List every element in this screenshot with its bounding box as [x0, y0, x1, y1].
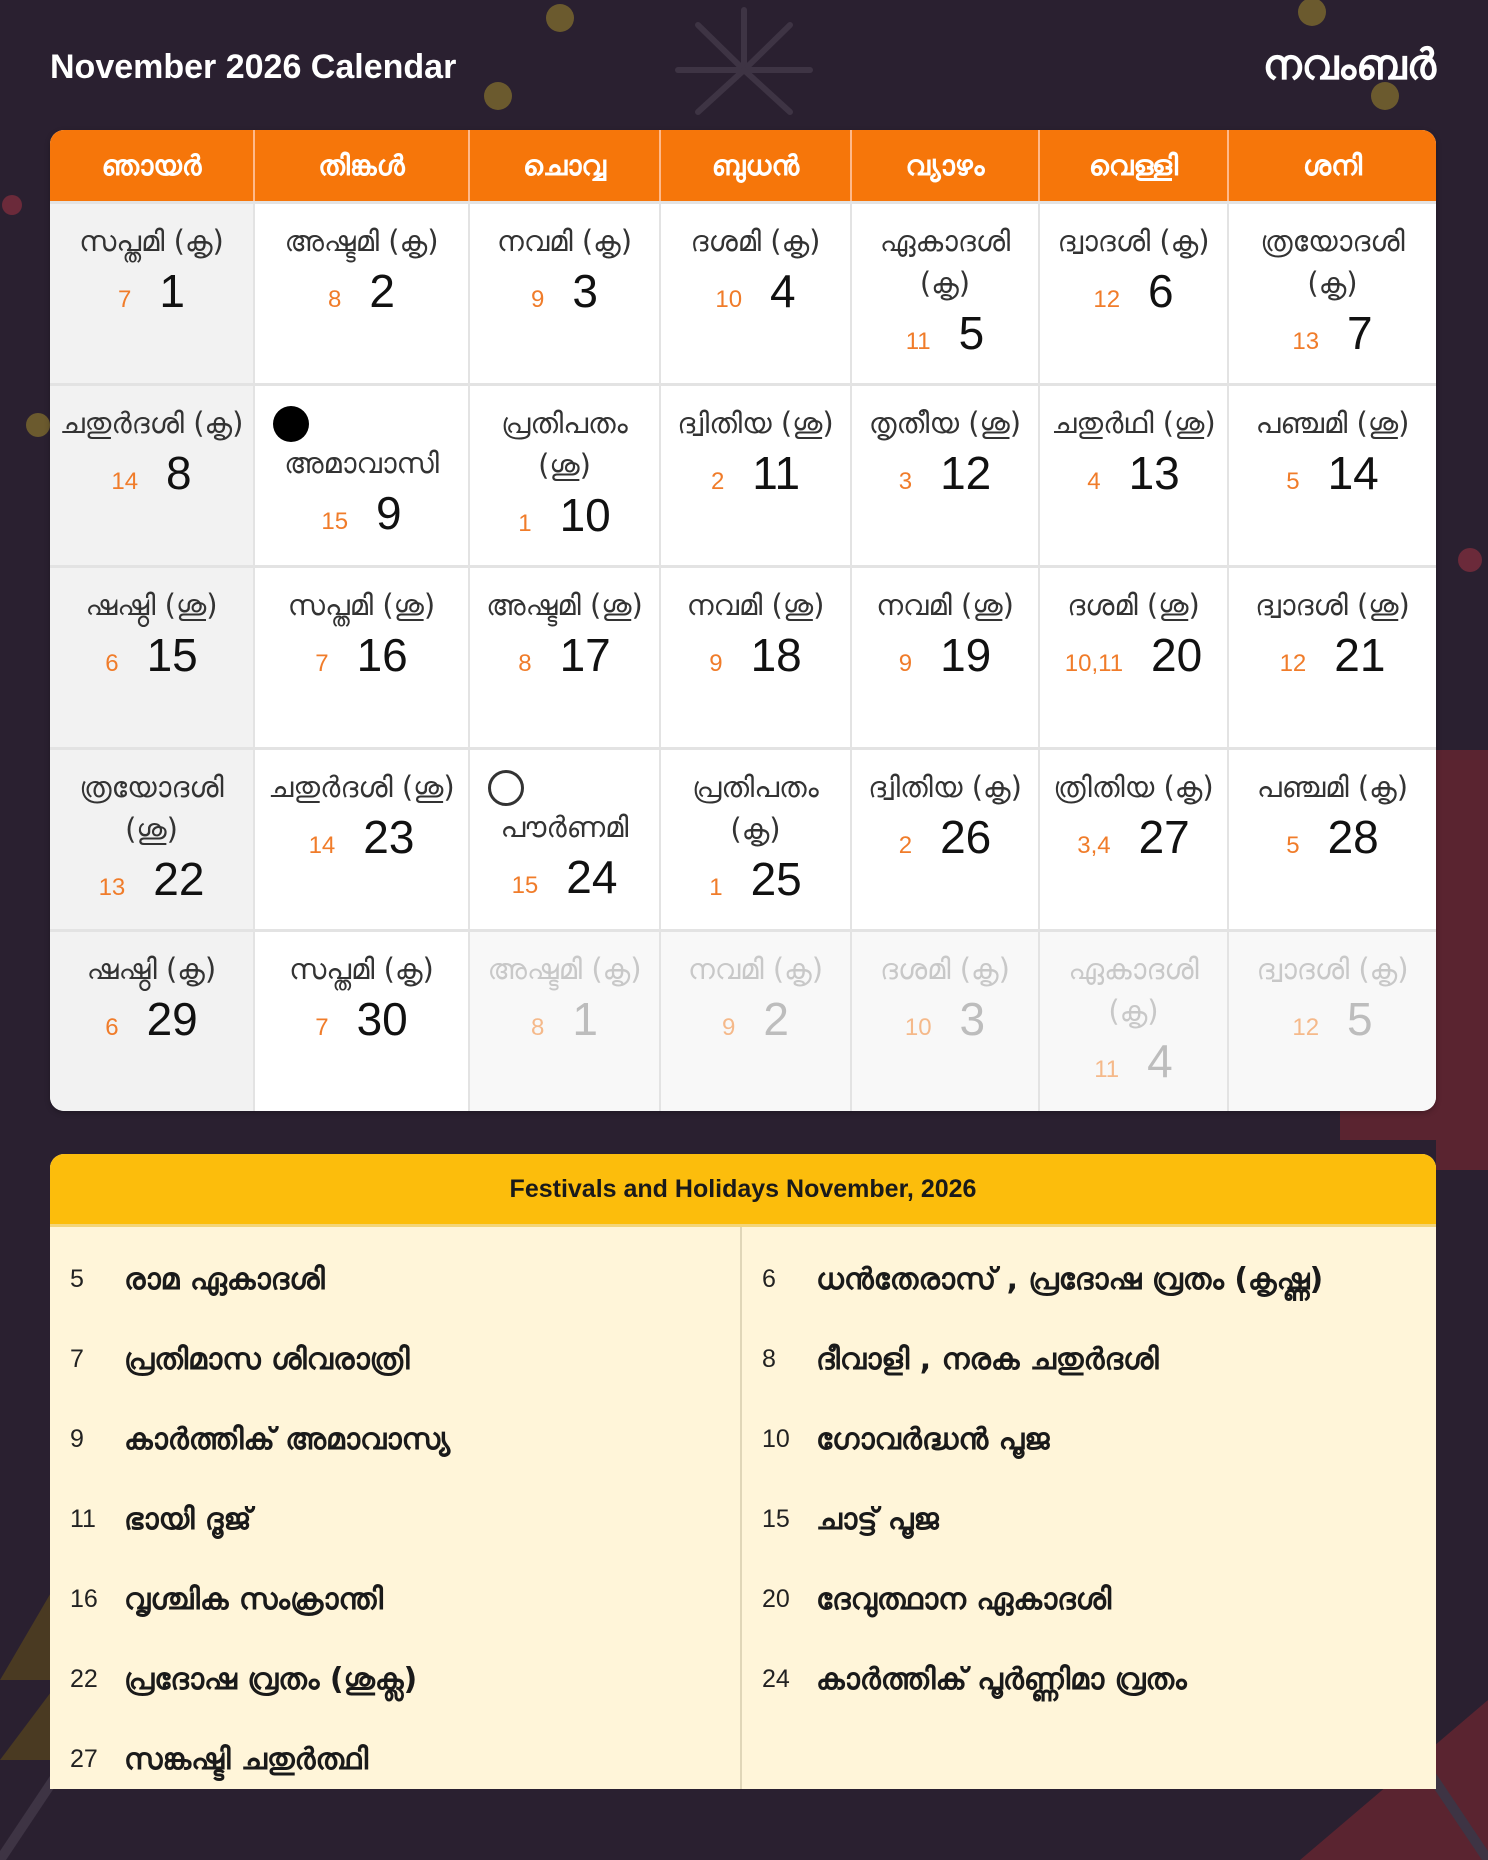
tithi-label: പഞ്ചമി (കൃ)	[1256, 770, 1409, 804]
tithi-label: ദ്വിതിയ (കൃ)	[868, 770, 1022, 804]
day-cell[interactable]	[661, 747, 852, 929]
tithi-label: ദശമി (കൃ)	[880, 952, 1010, 986]
day-numbers	[309, 810, 415, 864]
day-cell[interactable]	[1040, 747, 1229, 929]
festival-day: 5	[70, 1264, 84, 1293]
day-cell[interactable]	[50, 565, 255, 747]
weekday-header	[50, 130, 1436, 201]
lunar-day-number: 9	[722, 1014, 736, 1041]
festivals-title: Festivals and Holidays November, 2026	[50, 1154, 1436, 1227]
tithi-label: ദ്വാദശി (കൃ)	[1256, 952, 1409, 986]
day-number: 11	[752, 447, 801, 499]
tithi-label: നവമി (ശു)	[876, 588, 1014, 622]
day-numbers	[905, 992, 985, 1046]
festivals-panel	[50, 1154, 1436, 1789]
tithi-label: നവമി (ശു)	[686, 588, 825, 622]
day-number: 12	[940, 447, 992, 499]
lunar-day-number: 2	[898, 832, 913, 859]
day-cell[interactable]	[852, 747, 1040, 929]
day-numbers	[315, 992, 408, 1046]
lunar-day-number: 14	[308, 832, 336, 859]
day-number: 24	[566, 851, 618, 903]
full-moon-icon	[488, 770, 524, 806]
tithi-label: ഏകാദശി (കൃ)	[879, 224, 1011, 300]
day-numbers	[899, 810, 992, 864]
day-cell[interactable]	[470, 565, 661, 747]
lunar-day-number: 5	[1286, 468, 1300, 495]
festival-name: ഗോവർദ്ധൻ പൂജ	[816, 1421, 1050, 1457]
festival-name: വൃശ്ചിക സംക്രാന്തി	[124, 1581, 383, 1617]
lunar-day-number: 1	[518, 510, 532, 537]
day-number: 22	[153, 853, 205, 905]
lunar-day-number: 2	[710, 468, 725, 495]
day-number: 8	[166, 447, 192, 499]
day-numbers	[531, 992, 598, 1046]
day-number: 27	[1138, 811, 1190, 863]
calendar-table	[50, 130, 1436, 1111]
day-number: 10	[559, 489, 611, 541]
day-number: 20	[1151, 629, 1203, 681]
lunar-day-number: 10,11	[1064, 650, 1124, 677]
day-number: 15	[146, 629, 198, 681]
day-number: 13	[1128, 447, 1180, 499]
tithi-label: തൃതീയ (ശു)	[868, 406, 1022, 440]
festival-name: ദേവുത്ഥാന ഏകാദശി	[816, 1581, 1112, 1617]
day-numbers	[328, 264, 395, 318]
day-cell[interactable]	[255, 929, 470, 1111]
festival-day: 6	[762, 1264, 776, 1293]
festival-name: ധൻതേരാസ് , പ്രദോഷ വ്രതം (കൃഷ്ണ)	[816, 1261, 1324, 1297]
day-numbers	[899, 446, 992, 500]
day-numbers	[1286, 446, 1379, 500]
day-number: 16	[356, 629, 408, 681]
lunar-day-number: 13	[98, 874, 126, 901]
lunar-day-number: 7	[315, 1014, 329, 1041]
lunar-day-number: 8	[518, 650, 532, 677]
day-cell[interactable]	[50, 747, 255, 929]
tithi-label: ചതുർദശി (കൃ)	[59, 406, 244, 440]
festival-item	[50, 1719, 740, 1789]
tithi-label: ദശമി (ശു)	[1067, 588, 1200, 622]
lunar-day-number: 8	[328, 286, 342, 313]
day-numbers	[1286, 810, 1379, 864]
lunar-day-number: 12	[1093, 286, 1121, 313]
calendar-grid	[50, 201, 1436, 1111]
day-number: 1	[159, 265, 185, 317]
day-number: 4	[770, 265, 796, 317]
day-number: 2	[763, 993, 789, 1045]
new-moon-icon	[273, 406, 309, 442]
tithi-label: പ്രതിപതം (ശു)	[501, 406, 628, 482]
month-name-malayalam: നവംബർ	[1262, 40, 1436, 89]
day-numbers	[906, 306, 985, 360]
tithi-label: ഏകാദശി (കൃ)	[1068, 952, 1199, 1028]
day-numbers	[709, 852, 802, 906]
festival-day: 20	[762, 1584, 790, 1613]
tithi-label: സപ്തമി (കൃ)	[289, 952, 434, 986]
day-number: 17	[559, 629, 611, 681]
festival-item	[50, 1479, 740, 1559]
lunar-day-number: 11	[905, 328, 931, 355]
festival-day: 15	[762, 1504, 790, 1533]
festival-item	[50, 1639, 740, 1719]
day-cell[interactable]	[1229, 929, 1436, 1111]
day-cell[interactable]	[1040, 565, 1229, 747]
day-numbers	[899, 628, 992, 682]
day-number: 21	[1334, 629, 1386, 681]
lunar-day-number: 6	[105, 650, 119, 677]
festival-day: 16	[70, 1584, 98, 1613]
weekday-label: തിങ്കൾ	[255, 130, 470, 201]
lunar-day-number: 13	[1292, 328, 1320, 355]
tithi-label: പഞ്ചമി (ശു)	[1255, 406, 1410, 440]
day-numbers	[1087, 446, 1180, 500]
festival-day: 24	[762, 1664, 790, 1693]
day-number: 5	[958, 307, 985, 359]
tithi-label: അഷ്ടമി (കൃ)	[487, 952, 642, 986]
tithi-label: ചതുർദശി (ശു)	[268, 770, 455, 804]
weekday-label: ബുധൻ	[661, 130, 852, 201]
tithi-label: ഷഷ്ഠി (കൃ)	[86, 952, 217, 986]
lunar-day-number: 3,4	[1077, 832, 1111, 859]
day-cell[interactable]	[255, 565, 470, 747]
lunar-day-number: 11	[1094, 1056, 1120, 1083]
day-number: 28	[1327, 811, 1379, 863]
day-numbers	[118, 264, 185, 318]
lunar-day-number: 5	[1286, 832, 1300, 859]
day-cell[interactable]	[470, 383, 661, 565]
day-number: 6	[1148, 265, 1174, 317]
day-number: 7	[1347, 307, 1373, 359]
day-numbers	[1093, 264, 1173, 318]
day-numbers	[1280, 628, 1386, 682]
lunar-day-number: 10	[715, 286, 743, 313]
day-numbers	[1077, 810, 1190, 864]
lunar-day-number: 7	[118, 286, 132, 313]
day-numbers	[512, 850, 618, 904]
day-cell[interactable]	[470, 747, 661, 929]
lunar-day-number: 15	[511, 872, 539, 899]
day-number: 30	[356, 993, 408, 1045]
festival-name: കാർത്തിക് പൂർണ്ണിമാ വ്രതം	[816, 1661, 1187, 1697]
day-numbers	[1292, 306, 1372, 360]
festival-day: 9	[70, 1424, 84, 1453]
festival-item	[50, 1399, 740, 1479]
day-numbers	[1094, 1034, 1173, 1088]
festival-name: സങ്കഷ്ടി ചതുർത്ഥി	[124, 1741, 369, 1777]
tithi-label: ചതുർഥി (ശു)	[1051, 406, 1216, 440]
day-numbers	[715, 264, 795, 318]
festival-day: 11	[70, 1504, 96, 1533]
day-numbers	[1292, 992, 1372, 1046]
festival-item	[50, 1559, 740, 1639]
day-number: 26	[940, 811, 992, 863]
weekday-label: ഞായർ	[50, 130, 255, 201]
festival-item	[742, 1479, 1436, 1559]
festival-day: 7	[70, 1344, 84, 1373]
lunar-day-number: 12	[1279, 650, 1307, 677]
day-cell[interactable]	[852, 383, 1040, 565]
lunar-day-number: 9	[531, 286, 545, 313]
lunar-day-number: 8	[531, 1014, 545, 1041]
day-numbers	[531, 264, 598, 318]
day-cell[interactable]	[1229, 201, 1436, 383]
day-numbers	[105, 992, 198, 1046]
festival-item	[50, 1239, 740, 1319]
festival-item	[50, 1319, 740, 1399]
day-cell[interactable]	[661, 565, 852, 747]
festival-day: 10	[762, 1424, 790, 1453]
day-numbers	[315, 628, 408, 682]
festival-day: 27	[70, 1744, 98, 1773]
day-cell[interactable]	[255, 383, 470, 565]
day-numbers	[711, 446, 800, 500]
day-cell[interactable]	[1229, 747, 1436, 929]
day-cell[interactable]	[1040, 201, 1229, 383]
day-number: 5	[1347, 993, 1373, 1045]
festival-day: 22	[70, 1664, 98, 1693]
festival-name: കാർത്തിക് അമാവാസ്യ	[124, 1421, 451, 1457]
day-number: 1	[572, 993, 598, 1045]
day-numbers	[709, 628, 802, 682]
festival-item	[742, 1319, 1436, 1399]
tithi-label: ദ്വിതിയ (ശു)	[677, 406, 834, 440]
day-number: 19	[940, 629, 992, 681]
tithi-label: നവമി (കൃ)	[687, 952, 824, 986]
day-cell[interactable]	[255, 747, 470, 929]
lunar-day-number: 4	[1087, 468, 1101, 495]
day-cell[interactable]	[852, 565, 1040, 747]
lunar-day-number: 9	[898, 650, 913, 677]
festival-item	[742, 1239, 1436, 1319]
tithi-label: സപ്തമി (ശു)	[287, 588, 436, 622]
tithi-label: ദശമി (കൃ)	[690, 224, 821, 258]
festival-name: ചാട്ട് പൂജ	[816, 1501, 939, 1537]
festival-item	[742, 1639, 1436, 1719]
lunar-day-number: 10	[904, 1014, 932, 1041]
tithi-label: ത്രയോദശി (ശു)	[79, 770, 224, 846]
day-number: 29	[146, 993, 198, 1045]
festival-name: ദീവാളി , നരക ചതുർദശി	[816, 1341, 1159, 1377]
lunar-day-number: 7	[315, 650, 329, 677]
day-numbers	[105, 628, 198, 682]
lunar-day-number: 14	[111, 468, 139, 495]
festivals-column-right	[742, 1227, 1436, 1789]
festivals-column-left	[50, 1227, 742, 1789]
day-cell[interactable]	[852, 929, 1040, 1111]
festival-day: 8	[762, 1344, 776, 1373]
festival-name: പ്രദോഷ വ്രതം (ശുക്ല)	[124, 1661, 418, 1697]
day-number: 3	[959, 993, 986, 1045]
festival-name: രാമ ഏകാദശി	[124, 1261, 325, 1297]
lunar-day-number: 12	[1292, 1014, 1320, 1041]
day-numbers	[99, 852, 205, 906]
day-number: 3	[572, 265, 598, 317]
lunar-day-number: 1	[709, 874, 723, 901]
day-numbers	[722, 992, 789, 1046]
day-cell[interactable]	[1040, 929, 1229, 1111]
day-numbers	[518, 628, 611, 682]
festivals-list	[50, 1227, 1436, 1789]
tithi-label: അമാവാസി	[284, 446, 439, 480]
tithi-label: ദ്വാദശി (കൃ)	[1057, 224, 1210, 258]
festival-name: ഭായി ദൂജ്	[124, 1501, 252, 1537]
day-numbers	[518, 488, 611, 542]
day-cell[interactable]	[661, 201, 852, 383]
tithi-label: ഷഷ്ഠി (ശു)	[85, 588, 218, 622]
tithi-label: ത്രയോദശി (കൃ)	[1260, 224, 1405, 300]
day-number: 2	[369, 265, 395, 317]
day-cell[interactable]	[470, 929, 661, 1111]
festival-item	[742, 1559, 1436, 1639]
weekday-label: ശനി	[1302, 148, 1363, 182]
tithi-label: ദ്വാദശി (ശു)	[1255, 588, 1410, 622]
day-number: 25	[750, 853, 802, 905]
day-cell[interactable]	[661, 383, 852, 565]
day-cell[interactable]	[50, 929, 255, 1111]
tithi-label: അഷ്ടമി (കൃ)	[284, 224, 439, 258]
day-number: 4	[1147, 1035, 1173, 1087]
lunar-day-number: 6	[105, 1014, 119, 1041]
day-cell[interactable]	[852, 201, 1040, 383]
day-cell[interactable]	[661, 929, 852, 1111]
day-number: 23	[363, 811, 415, 863]
tithi-label: നവമി (കൃ)	[496, 224, 633, 258]
day-numbers	[321, 486, 401, 540]
day-numbers	[111, 446, 191, 500]
lunar-day-number: 15	[321, 508, 349, 535]
lunar-day-number: 3	[898, 468, 913, 495]
day-cell[interactable]	[50, 201, 255, 383]
day-cell[interactable]	[255, 201, 470, 383]
day-numbers	[1065, 628, 1202, 682]
day-cell[interactable]	[1229, 383, 1436, 565]
weekday-label: ചൊവ്വ	[470, 130, 661, 201]
lunar-day-number: 9	[709, 650, 723, 677]
tithi-label: ത്രിതിയ (കൃ)	[1053, 770, 1214, 804]
festival-name: പ്രതിമാസ ശിവരാത്രി	[124, 1341, 410, 1377]
weekday-label: വെള്ളി	[1040, 130, 1229, 201]
day-number: 9	[376, 487, 402, 539]
day-cell[interactable]	[1040, 383, 1229, 565]
tithi-label: പ്രതിപതം (കൃ)	[692, 770, 819, 846]
day-cell[interactable]	[470, 201, 661, 383]
day-number: 18	[750, 629, 802, 681]
festival-item	[742, 1399, 1436, 1479]
tithi-label: അഷ്ടമി (ശു)	[486, 588, 643, 622]
tithi-label: സപ്തമി (കൃ)	[79, 224, 224, 258]
page-title: November 2026 Calendar	[50, 48, 457, 86]
tithi-label: പൗർണമി	[500, 810, 629, 844]
weekday-label: വ്യാഴം	[852, 130, 1040, 201]
day-number: 14	[1327, 447, 1379, 499]
day-cell[interactable]	[50, 383, 255, 565]
day-cell[interactable]	[1229, 565, 1436, 747]
